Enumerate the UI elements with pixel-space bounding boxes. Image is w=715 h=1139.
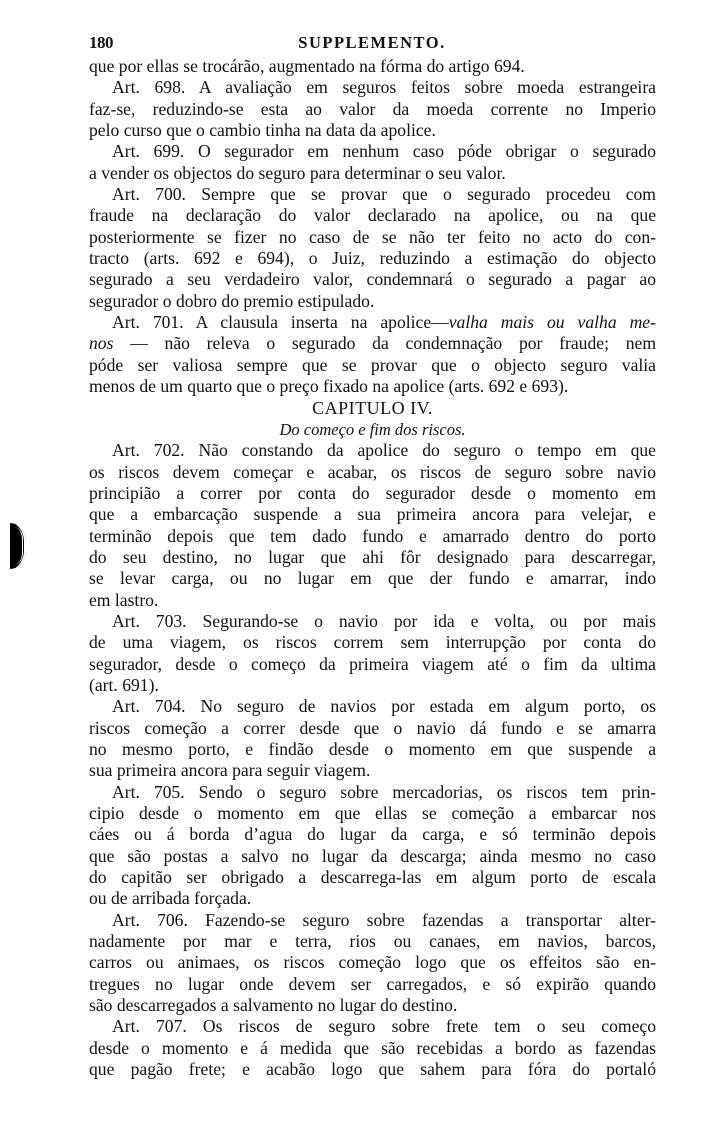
article-707-start: Art. 707. Os riscos de seguro sobre frete tem o seu começo — [112, 1016, 656, 1037]
text-line: são descarregados a salvamento no lugar do destino. — [89, 995, 458, 1016]
text-line: a vender os objectos do seguro para determinar o seu valor. — [89, 162, 506, 183]
text-line — [89, 333, 656, 354]
page-number: 180 — [89, 33, 113, 52]
text-line: os riscos devem começar e acabar, os riscos de seguro sobre navio — [89, 461, 656, 482]
text-span: Art. 701. A clausula inserta na apolice— — [112, 312, 449, 333]
text-line: segurador o dobro do premio estipulado. — [89, 290, 375, 311]
article-705-start: Art. 705. Sendo o seguro sobre mercadorias, os riscos tem prin- — [112, 781, 656, 802]
text-line: que são postas a salvo no lugar da descarga; ainda mesmo no caso — [89, 845, 656, 866]
text-line: sua primeira ancora para seguir viagem. — [89, 760, 371, 781]
text-line: segurado a seu verdadeiro valor, condemnará o segurado a pagar ao — [89, 269, 656, 290]
text-line: cáes ou á borda d’agua do lugar da carga, e só terminão depois — [89, 824, 656, 845]
article-698-start: Art. 698. A avaliação em seguros feitos sobre moeda estrangeira — [112, 77, 656, 98]
running-title: SUPPLEMENTO. — [298, 33, 446, 52]
text-line: tracto (arts. 692 e 694), o Juiz, reduzindo a estimação do objecto — [89, 248, 656, 269]
text-line: do capitão ser obrigado a descarrega-las em algum porto de escala — [89, 867, 656, 888]
article-701-start — [89, 312, 656, 333]
text-line: que por ellas se trocárão, augmentado na fórma do artigo 694. — [89, 56, 525, 76]
text-line: ou de arribada forçada. — [89, 888, 252, 909]
article-703-start: Art. 703. Segurando-se o navio por ida e volta, ou por mais — [112, 610, 656, 631]
text-line: posteriormente se fizer no caso de se não ter feito no acto do con- — [89, 226, 656, 247]
italic-quote: valha mais ou valha me- — [448, 312, 656, 333]
text-line: terminão depois que tem dado fundo e amarrado dentro do porto — [89, 525, 656, 546]
text-line: nadamente por mar e terra, rios ou canaes, em navios, barcos, — [89, 931, 656, 952]
text-line: desde o momento e á medida que são recebidas a bordo as fazendas — [89, 1037, 656, 1058]
text-line: segurador, desde o começo da primeira viagem até o fim da ultima — [89, 653, 656, 674]
article-700-start: Art. 700. Sempre que se provar que o segurado procedeu com — [112, 184, 656, 205]
text-line: tregues no lugar onde devem ser carregados, e só expirão quando — [89, 973, 656, 994]
text-line: no mesmo porto, e findão desde o momento em que suspende a — [89, 739, 656, 759]
italic-quote: nos — [89, 333, 114, 354]
text-line: de uma viagem, os riscos correm sem interrupção por conta do — [89, 632, 656, 653]
text-line: riscos começão a correr desde que o navio dá fundo e se amarra — [89, 717, 656, 738]
text-line: póde ser valiosa sempre que se provar que o objecto seguro valia — [89, 354, 656, 375]
text-line: (art. 691). — [89, 674, 159, 695]
page-header — [89, 33, 655, 55]
text-span: — não releva o segurado da condemnação por fraude; nem — [113, 333, 656, 354]
margin-ink-blot — [10, 523, 26, 569]
article-704-start: Art. 704. No seguro de navios por estada em algum porto, os — [112, 696, 656, 717]
page-body — [89, 56, 656, 1081]
chapter-heading: CAPITULO IV. — [312, 397, 433, 418]
text-line: em lastro. — [89, 589, 159, 610]
text-line: menos de um quarto que o preço fixado na apolice (arts. 692 e 693). — [89, 376, 569, 397]
text-line: cipio desde o momento em que ellas se começão a embarcar nos — [89, 803, 656, 824]
article-706-start: Art. 706. Fazendo-se seguro sobre fazendas a transportar alter- — [112, 909, 656, 930]
text-line: se levar carga, ou no lugar em que der fundo e amarrar, indo — [89, 568, 656, 589]
text-line: pelo curso que o cambio tinha na data da apolice. — [89, 120, 436, 141]
chapter-subtitle: Do começo e fim dos riscos. — [279, 419, 466, 439]
text-line: do seu destino, no lugar que ahi fôr designado para descarregar, — [89, 546, 656, 567]
text-line: principião a correr por conta do segurador desde o momento em — [89, 482, 656, 503]
text-line: que a embarcação suspende a sua primeira ancora para velejar, e — [89, 504, 656, 525]
text-line: faz-se, reduzindo-se esta ao valor da moeda corrente no Imperio — [89, 98, 656, 119]
article-699-start: Art. 699. O segurador em nenhum caso póde obrigar o segurado — [112, 141, 656, 162]
text-line: fraude na declaração do valor declarado na apolice, ou na que — [89, 205, 656, 226]
article-702-start: Art. 702. Não constando da apolice do seguro o tempo em que — [112, 440, 656, 461]
text-line: que pagão frete; e acabão logo que sahem para fóra do portaló — [89, 1059, 656, 1080]
text-line: carros ou animaes, os riscos começão logo que os effeitos são en- — [89, 952, 656, 973]
